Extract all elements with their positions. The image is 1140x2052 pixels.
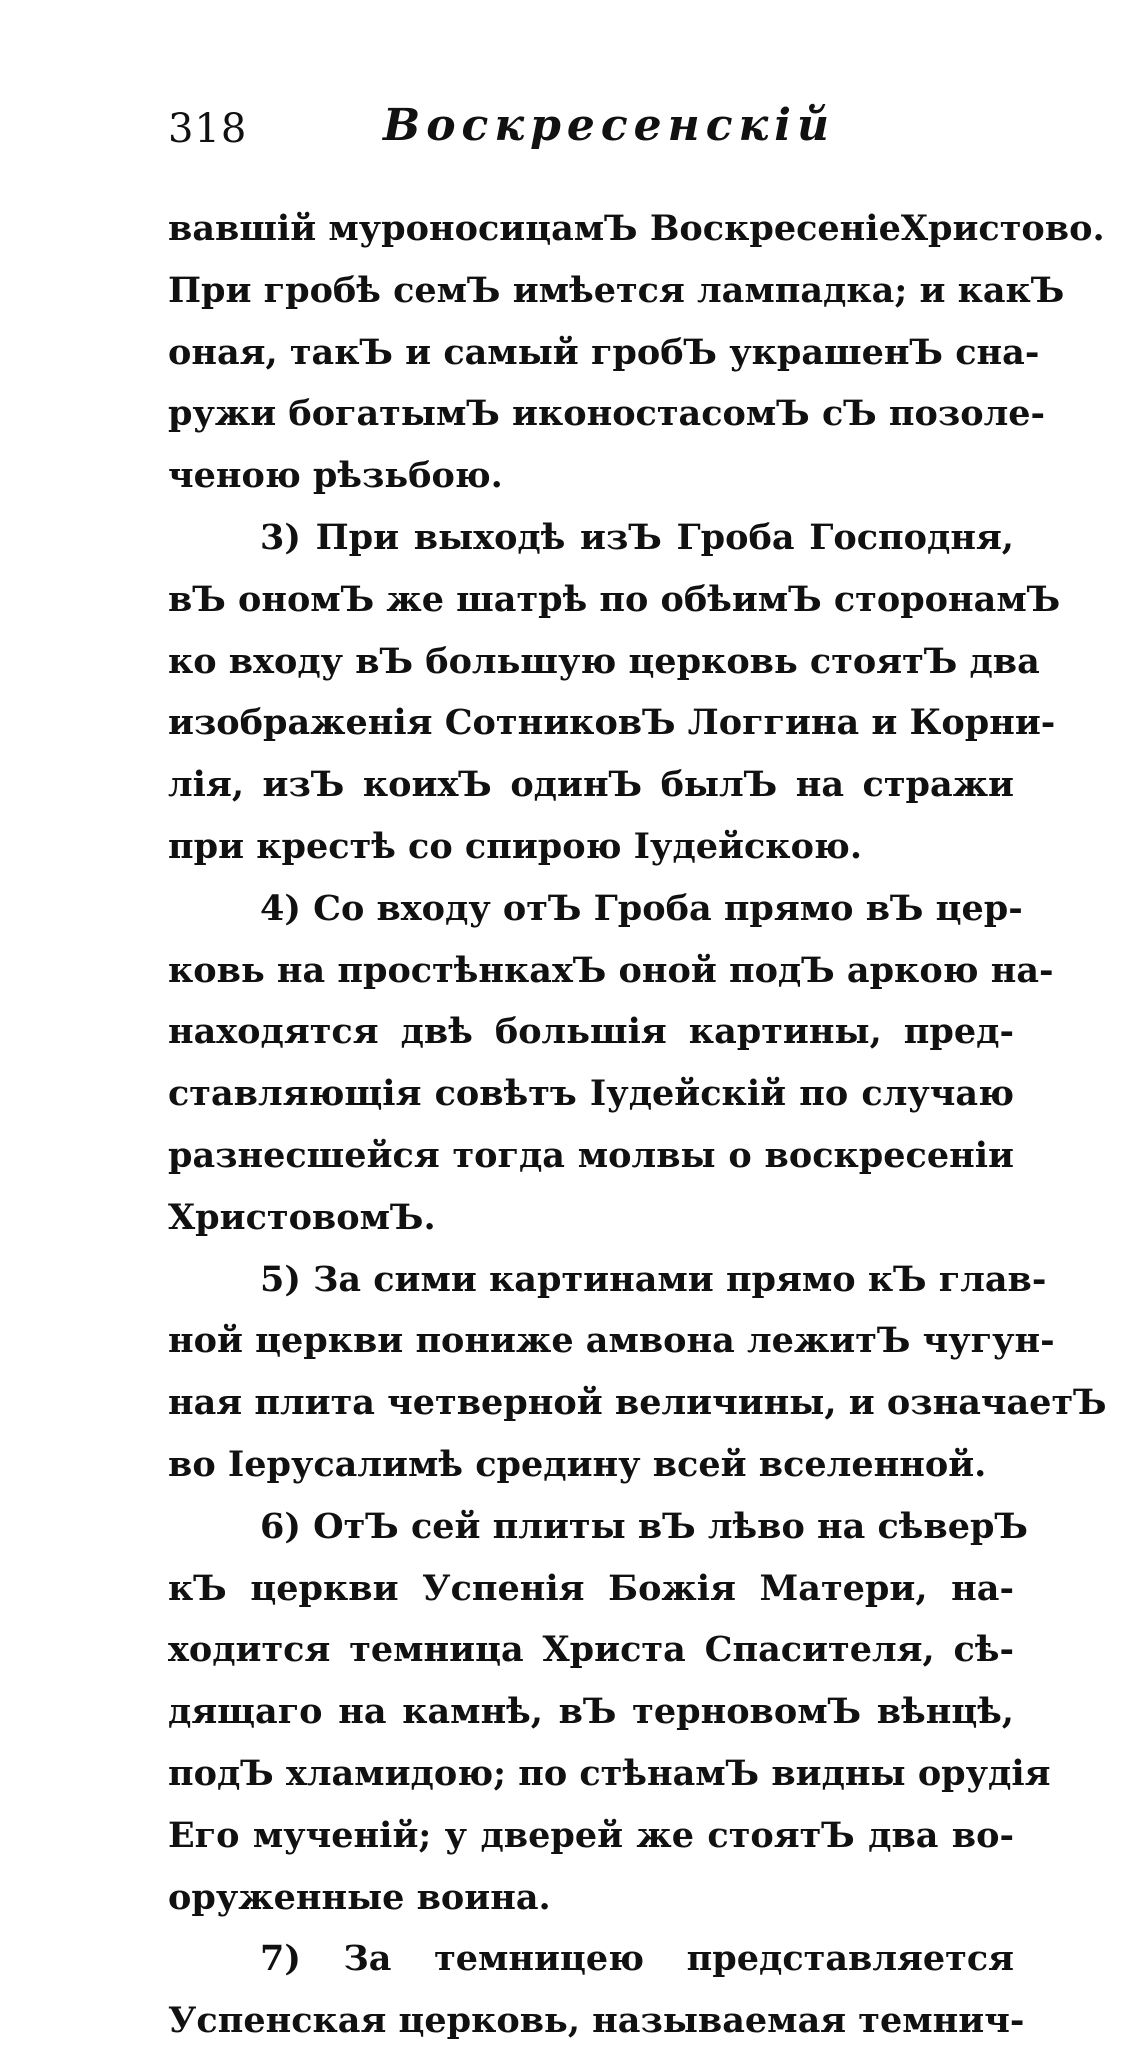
text-line: изображенія СотниковЪ Логгина и Корни-: [168, 702, 1056, 744]
text-line: ковь на простѣнкахЪ оной подЪ аркою на-: [168, 949, 1054, 991]
text-line: 7) За темницею представляется: [260, 1938, 1014, 1980]
text-line: При гробѣ семЪ имѣется лампадка; и какЪ: [168, 269, 1065, 311]
text-line: 6) ОтЪ сей плиты вЪ лѣво на сѣверЪ: [260, 1505, 1028, 1547]
text-line: ченою рѣзьбою.: [168, 455, 503, 497]
text-line: ходится темница Христа Спасителя, сѣ-: [168, 1629, 1014, 1671]
text-line: ХристовомЪ.: [168, 1196, 436, 1238]
text-line: 5) За сими картинами прямо кЪ глав-: [260, 1258, 1047, 1300]
text-line: кЪ церкви Успенія Божія Матери, на-: [168, 1567, 1014, 1609]
text-line: ставляющія совѣтъ Іудейскій по случаю: [168, 1073, 1014, 1115]
text-line: Его мученій; у дверей же стоятЪ два во-: [168, 1814, 1014, 1856]
text-line: при крестѣ со спирою Іудейскою.: [168, 825, 863, 867]
running-title: Воскресенскій: [383, 100, 835, 151]
body-text: [168, 198, 1107, 2052]
text-line: оруженные воина.: [168, 1876, 551, 1918]
text-line: вавшій муроносицамЪ ВоскресеніеХристово.: [168, 208, 1105, 249]
text-line: вЪ ономЪ же шатрѣ по обѣимЪ сторонамЪ: [168, 578, 1061, 620]
text-line: лія, изЪ коихЪ одинЪ былЪ на стражи: [168, 764, 1014, 806]
text-line: оная, такЪ и самый гробЪ украшенЪ сна-: [168, 331, 1040, 373]
text-line: ная плита четверной величины, и означаетЪ: [168, 1382, 1107, 1424]
text-line: ко входу вЪ большую церковь стоятЪ два: [168, 640, 1040, 682]
text-line: находятся двѣ большія картины, пред-: [168, 1011, 1014, 1053]
text-line: Успенская церковь, называемая темнич-: [168, 2000, 1025, 2042]
text-line: ной церкви пониже амвона лежитЪ чугун-: [168, 1320, 1055, 1362]
text-line: 4) Со входу отЪ Гроба прямо вЪ цер-: [260, 887, 1023, 929]
page-header: [168, 100, 948, 160]
text-line: подЪ хламидою; по стѣнамЪ видны орудія: [168, 1752, 1051, 1794]
page-number: 318: [168, 106, 248, 152]
text-line: во Іерусалимѣ средину всей вселенной.: [168, 1443, 987, 1485]
text-line: дящаго на камнѣ, вЪ терновомЪ вѣнцѣ,: [168, 1691, 1014, 1733]
text-line: ружи богатымЪ иконостасомЪ сЪ позоле-: [168, 393, 1046, 435]
text-line: разнесшейся тогда молвы о воскресеніи: [168, 1134, 1014, 1176]
text-line: 3) При выходѣ изЪ Гроба Господня,: [260, 516, 1014, 558]
